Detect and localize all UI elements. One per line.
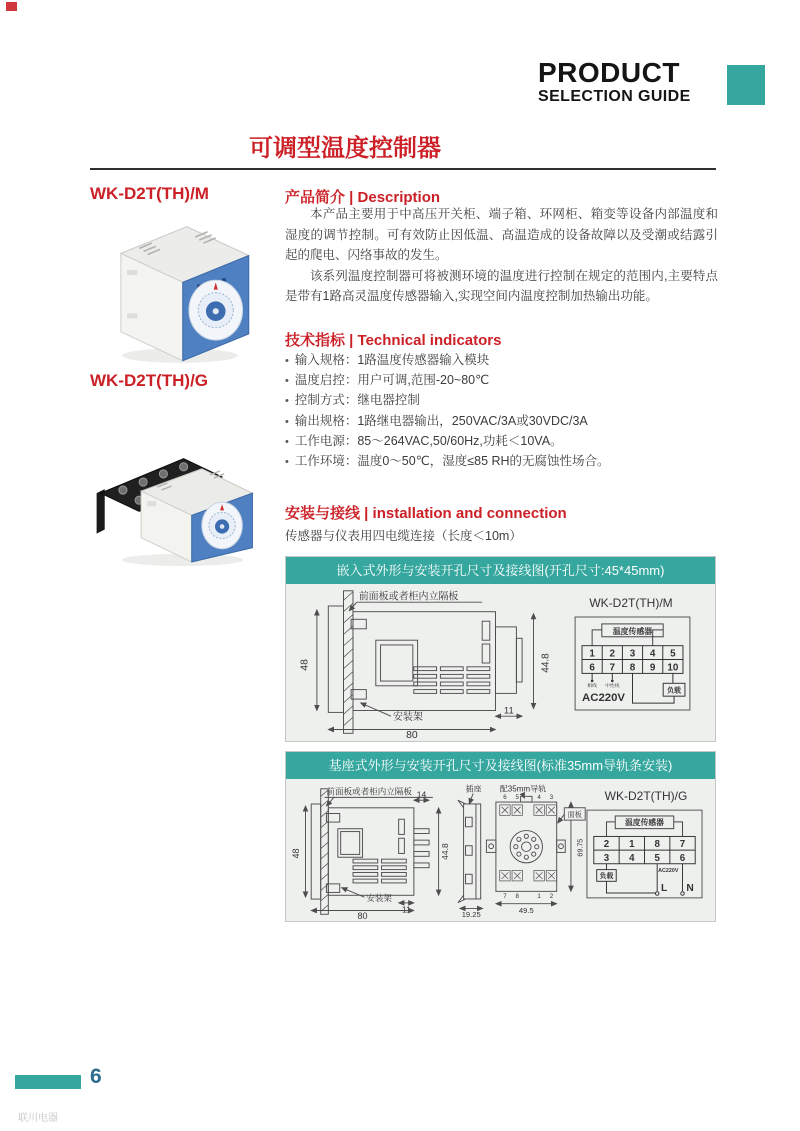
neutral-label: 中性线 [605, 684, 620, 690]
terminal: 10 [667, 662, 679, 674]
wiring2-model-label: WK-D2T(TH)/G [604, 789, 688, 803]
tech-heading: 技术指标 | Technical indicators [285, 332, 502, 349]
bullet-icon: • [285, 456, 289, 469]
terminal: 8 [629, 662, 636, 674]
description-para2: 该系列温度控制器可将被测环境的温度进行控制在规定的范围内,主要特点是带有1路高灵温度传感器输入,实现空间内温度控制加热输出功能。 [285, 268, 718, 304]
tech-item-text: 温度启控：用户可调,范围-20~80℃ [294, 373, 490, 388]
line-terminal-label: L [661, 883, 668, 895]
wiring1-model-label: WK-D2T(TH)/M [589, 596, 673, 610]
socket-terminal: 3 [549, 794, 554, 802]
tech-item-text: 控制方式：继电器控制 [294, 393, 420, 408]
tech-item-text: 输入规格：1路温度传感器输入模块 [294, 353, 490, 367]
dim-14: 14 [416, 789, 427, 800]
terminal: 4 [629, 852, 635, 864]
panel-label: 前面板或者柜内立隔板 [326, 786, 412, 797]
brand-line2: SELECTION GUIDE [538, 88, 691, 105]
description-para1: 本产品主要用于中高压开关柜、端子箱、环网柜、箱变等设备内部温度和湿度的调节控制。可有效防止因低温、高温造成的设备故障以及受潮或结露引起的爬电、闪络事故的发生。 [285, 207, 718, 263]
brand-square [727, 65, 765, 105]
tech-item [285, 452, 718, 472]
socket-terminal: 2 [549, 893, 554, 900]
bullet-icon: • [285, 415, 289, 428]
description-text [285, 204, 718, 307]
socket-label: 插座 [465, 784, 482, 794]
tech-item [285, 412, 718, 432]
socket-terminal: 1 [537, 893, 541, 900]
brand-line1: PRODUCT [538, 57, 680, 88]
product-photo-g [85, 396, 260, 568]
load-label: 负载 [599, 873, 614, 881]
tech-item [285, 351, 718, 371]
socket-terminal: 4 [537, 794, 541, 802]
dim-11: 11 [503, 705, 514, 717]
wiring-diagram-m [574, 616, 691, 711]
terminal: 1 [629, 839, 635, 851]
wiring-diagram-g [586, 809, 703, 899]
terminal: 6 [589, 662, 595, 674]
power-label: AC220V [658, 868, 679, 875]
dim-69-75: 69.75 [576, 838, 585, 857]
sensor-label: 温度传感器 [625, 818, 664, 828]
bullet-icon: • [285, 435, 289, 448]
install-heading: 安装与接线 | installation and connection [285, 505, 567, 522]
phase-label: 相线 [587, 684, 597, 690]
dim-80: 80 [406, 730, 418, 742]
tech-item-text: 工作环境：温度0～50℃，湿度≤85 RH的无腐蚀性场合。 [294, 454, 610, 469]
terminal: 6 [679, 852, 686, 864]
bullet-icon: • [285, 395, 289, 408]
dim-19-25: 19.25 [461, 910, 481, 919]
dim-48: 48 [290, 848, 301, 859]
dim-44-8: 44.8 [440, 843, 451, 860]
terminal: 3 [629, 648, 636, 660]
install-note: 传感器与仪表用四电缆连接（长度＜10m） [285, 529, 522, 543]
model-label-m: WK-D2T(TH)/M [90, 184, 209, 203]
terminal: 2 [603, 839, 610, 851]
power-label: AC220V [582, 692, 626, 705]
load-label: 负载 [667, 687, 681, 695]
diagram-box1-header: 嵌入式外形与安装开孔尺寸及接线图(开孔尺寸:45*45mm) [286, 557, 715, 584]
page-number: 6 [90, 1065, 102, 1088]
socket-terminal: 6 [503, 794, 507, 802]
description-heading: 产品简介 | Description [285, 189, 441, 206]
tech-item [285, 371, 718, 391]
terminal: 5 [670, 648, 676, 660]
tech-item-text: 工作电源：85～264VAC,50/60Hz,功耗＜10VA。 [294, 433, 563, 448]
faceplate-label: 面板 [567, 810, 582, 819]
dim-48: 48 [299, 659, 311, 671]
terminal: 4 [649, 648, 656, 660]
corner-mark [6, 2, 17, 11]
tech-item-text: 输出规格：1路继电器输出，250VAC/3A或30VDC/3A [294, 413, 588, 428]
rail-label: 配35mm导轨 [499, 784, 547, 794]
bullet-icon: • [285, 355, 289, 367]
diagram-box2-header: 基座式外形与安装开孔尺寸及接线图(标准35mm导轨条安装) [286, 752, 715, 779]
title-rule [90, 168, 716, 170]
bracket-label: 安装架 [366, 892, 392, 903]
socket-terminal: 5 [515, 794, 519, 802]
mech-drawing-m [296, 587, 562, 742]
terminal: 5 [654, 852, 660, 864]
terminal: 9 [649, 662, 656, 674]
mech-drawing-g [292, 785, 454, 920]
terminal: 7 [679, 839, 686, 851]
terminal: 7 [609, 662, 616, 674]
terminal: 3 [603, 852, 610, 864]
terminal: 8 [654, 839, 660, 851]
bracket-label: 安装架 [392, 712, 423, 723]
brand-block [538, 59, 691, 105]
diagram-box-base [285, 751, 716, 922]
neutral-terminal-label: N [686, 883, 694, 895]
page-title: 可调型温度控制器 [249, 135, 441, 162]
diagram-box-embedded [285, 556, 716, 742]
model-label-g: WK-D2T(TH)/G [90, 371, 209, 390]
watermark: 联川电器 [18, 1113, 58, 1124]
dim-44-8: 44.8 [540, 653, 552, 673]
tech-indicator-list [285, 351, 718, 472]
panel-label: 前面板或者柜内立隔板 [358, 591, 459, 603]
socket-terminal: 7 [503, 893, 507, 900]
terminal: 1 [589, 648, 595, 660]
tech-item [285, 391, 718, 411]
product-photo-m [92, 210, 257, 365]
bullet-icon: • [285, 375, 289, 388]
tech-item [285, 432, 718, 452]
terminal: 2 [609, 648, 616, 660]
footer-bar [15, 1075, 81, 1089]
dim-80: 80 [357, 911, 368, 922]
sensor-label: 温度传感器 [612, 626, 653, 636]
dim-11: 11 [401, 904, 411, 915]
socket-terminal: 8 [515, 893, 519, 900]
dim-49-5: 49.5 [518, 906, 534, 916]
socket-drawing [456, 783, 589, 918]
